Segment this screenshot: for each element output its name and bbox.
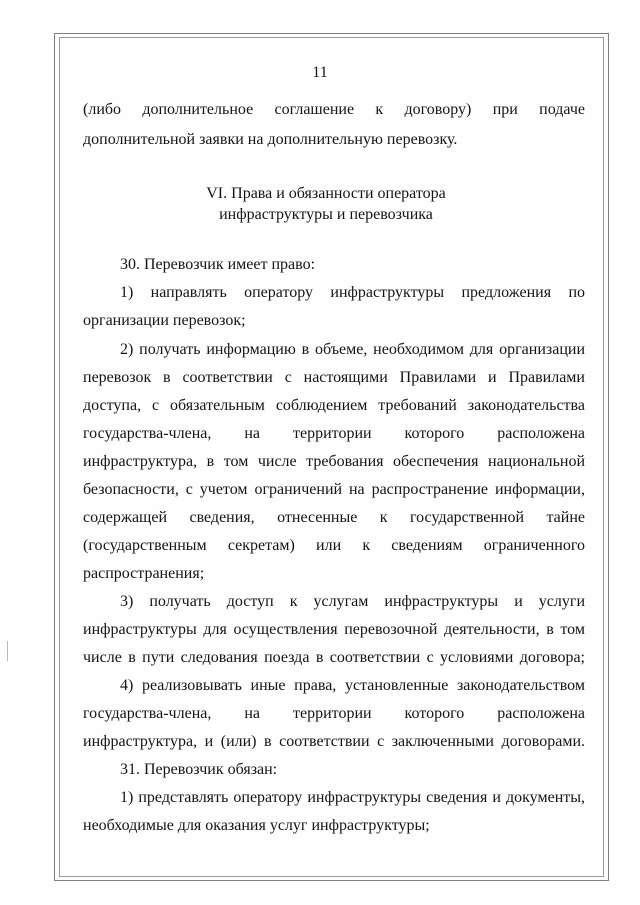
item-30-heading: 30. Перевозчик имеет право:: [120, 256, 316, 273]
item-31-heading: 31. Перевозчик обязан:: [120, 761, 278, 778]
text-line-item-30-2-f: безопасности, с учетом ограничений на распространение информации,: [83, 481, 585, 498]
section-heading-line-2: инфраструктуры и перевозчика: [219, 206, 433, 223]
text-line-item-30-4-b: государства-члена, на территории которого расположена: [83, 705, 585, 722]
page-number: 11: [312, 64, 328, 81]
text-line-item-30-2-h: (государственным секретам) или к сведениям ограниченного: [83, 537, 585, 554]
text-line-item-30-2-d: государства-члена, на территории которого расположена: [83, 425, 585, 442]
text-line-item-30-2-e: инфраструктура, в том числе требования обеспечения национальной: [83, 453, 585, 470]
text-line-item-31-1-b: необходимые для оказания услуг инфраструктуры;: [83, 817, 430, 834]
text-line-item-30-2: 2) получать информацию в объеме, необходимом для организации: [120, 341, 585, 358]
text-line-item-31-1: 1) представлять оператору инфраструктуры сведения и документы,: [120, 789, 585, 806]
text-line-item-30-3-b: инфраструктуры для осуществления перевозочной деятельности, в том: [83, 621, 585, 638]
text-line-item-30-1-cont: организации перевозок;: [83, 312, 246, 329]
text-line-1: (либо дополнительное соглашение к договору) при подаче: [83, 101, 585, 118]
section-heading: [96, 183, 556, 225]
text-line-2: дополнительной заявки на дополнительную перевозку.: [83, 131, 458, 148]
section-heading-line-1: VI. Права и обязанности оператора: [206, 185, 446, 202]
text-line-item-30-2-b: перевозок в соответствии с настоящими Правилами и Правилами: [83, 369, 585, 386]
text-line-item-30-1: 1) направлять оператору инфраструктуры предложения по: [120, 284, 585, 301]
text-line-item-30-3: 3) получать доступ к услугам инфраструктуры и услуги: [120, 593, 585, 610]
text-line-item-30-3-c: числе в пути следования поезда в соответствии с условиями договора;: [83, 649, 585, 666]
text-line-item-30-4: 4) реализовывать иные права, установленные законодательством: [120, 677, 585, 694]
text-line-item-30-2-g: содержащей сведения, отнесенные к государственной тайне: [83, 509, 585, 526]
text-line-item-30-2-c: доступа, с обязательным соблюдением требований законодательства: [83, 397, 585, 414]
text-line-item-30-2-i: распространения;: [83, 565, 205, 582]
text-line-item-30-4-c: инфраструктура, и (или) в соответствии с заключенными договорами.: [83, 733, 585, 750]
scan-artifact: [7, 641, 8, 661]
